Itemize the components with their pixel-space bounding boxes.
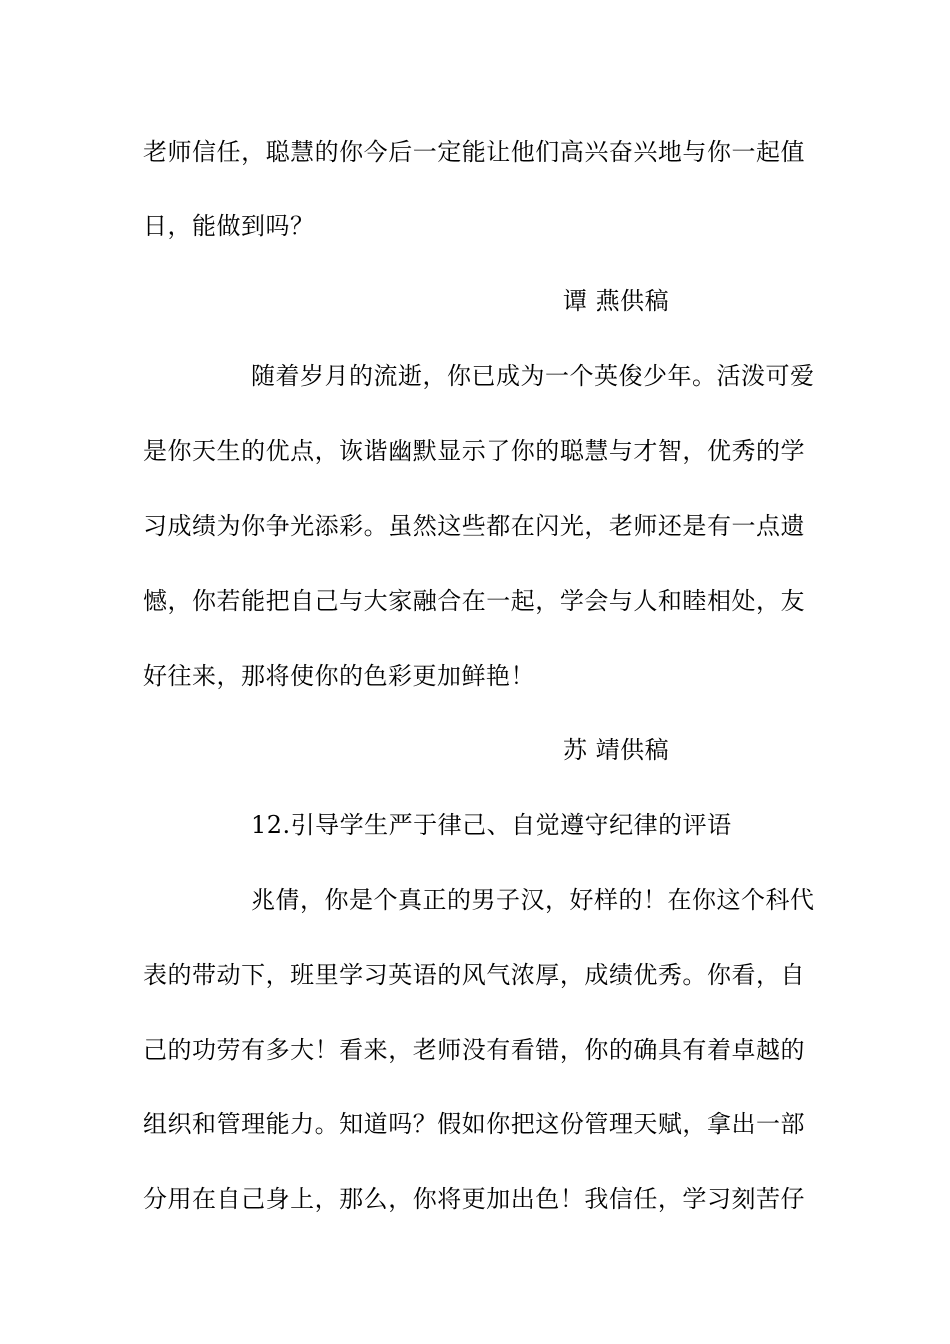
paragraph-line: 兆倩，你是个真正的男子汉，好样的！在你这个科代: [251, 886, 815, 914]
paragraph-line: 随着岁月的流逝，你已成为一个英俊少年。活泼可爱: [251, 362, 815, 390]
paragraph-line: 分用在自己身上，那么，你将更加出色！我信任，学习刻苦仔: [143, 1185, 805, 1213]
paragraph-line: 好往来，那将使你的色彩更加鲜艳！: [143, 662, 535, 690]
paragraph-line: 憾，你若能把自己与大家融合在一起，学会与人和睦相处，友: [143, 587, 805, 615]
section-heading: 12.引导学生严于律己、自觉遵守纪律的评语: [251, 811, 732, 839]
paragraph-line: 日，能做到吗？: [143, 212, 315, 240]
paragraph-line: 习成绩为你争光添彩。虽然这些都在闪光，老师还是有一点遗: [143, 512, 805, 540]
paragraph-line: 老师信任，聪慧的你今后一定能让他们高兴奋兴地与你一起值: [143, 138, 805, 166]
paragraph-line: 组织和管理能力。知道吗？假如你把这份管理天赋，拿出一部: [143, 1110, 805, 1138]
author-credit: 苏 靖供稿: [563, 736, 670, 764]
author-credit: 谭 燕供稿: [563, 287, 670, 315]
paragraph-line: 是你天生的优点，诙谐幽默显示了你的聪慧与才智，优秀的学: [143, 437, 805, 465]
paragraph-line: 表的带动下，班里学习英语的风气浓厚，成绩优秀。你看，自: [143, 961, 805, 989]
paragraph-line: 己的功劳有多大！看来，老师没有看错，你的确具有着卓越的: [143, 1036, 805, 1064]
